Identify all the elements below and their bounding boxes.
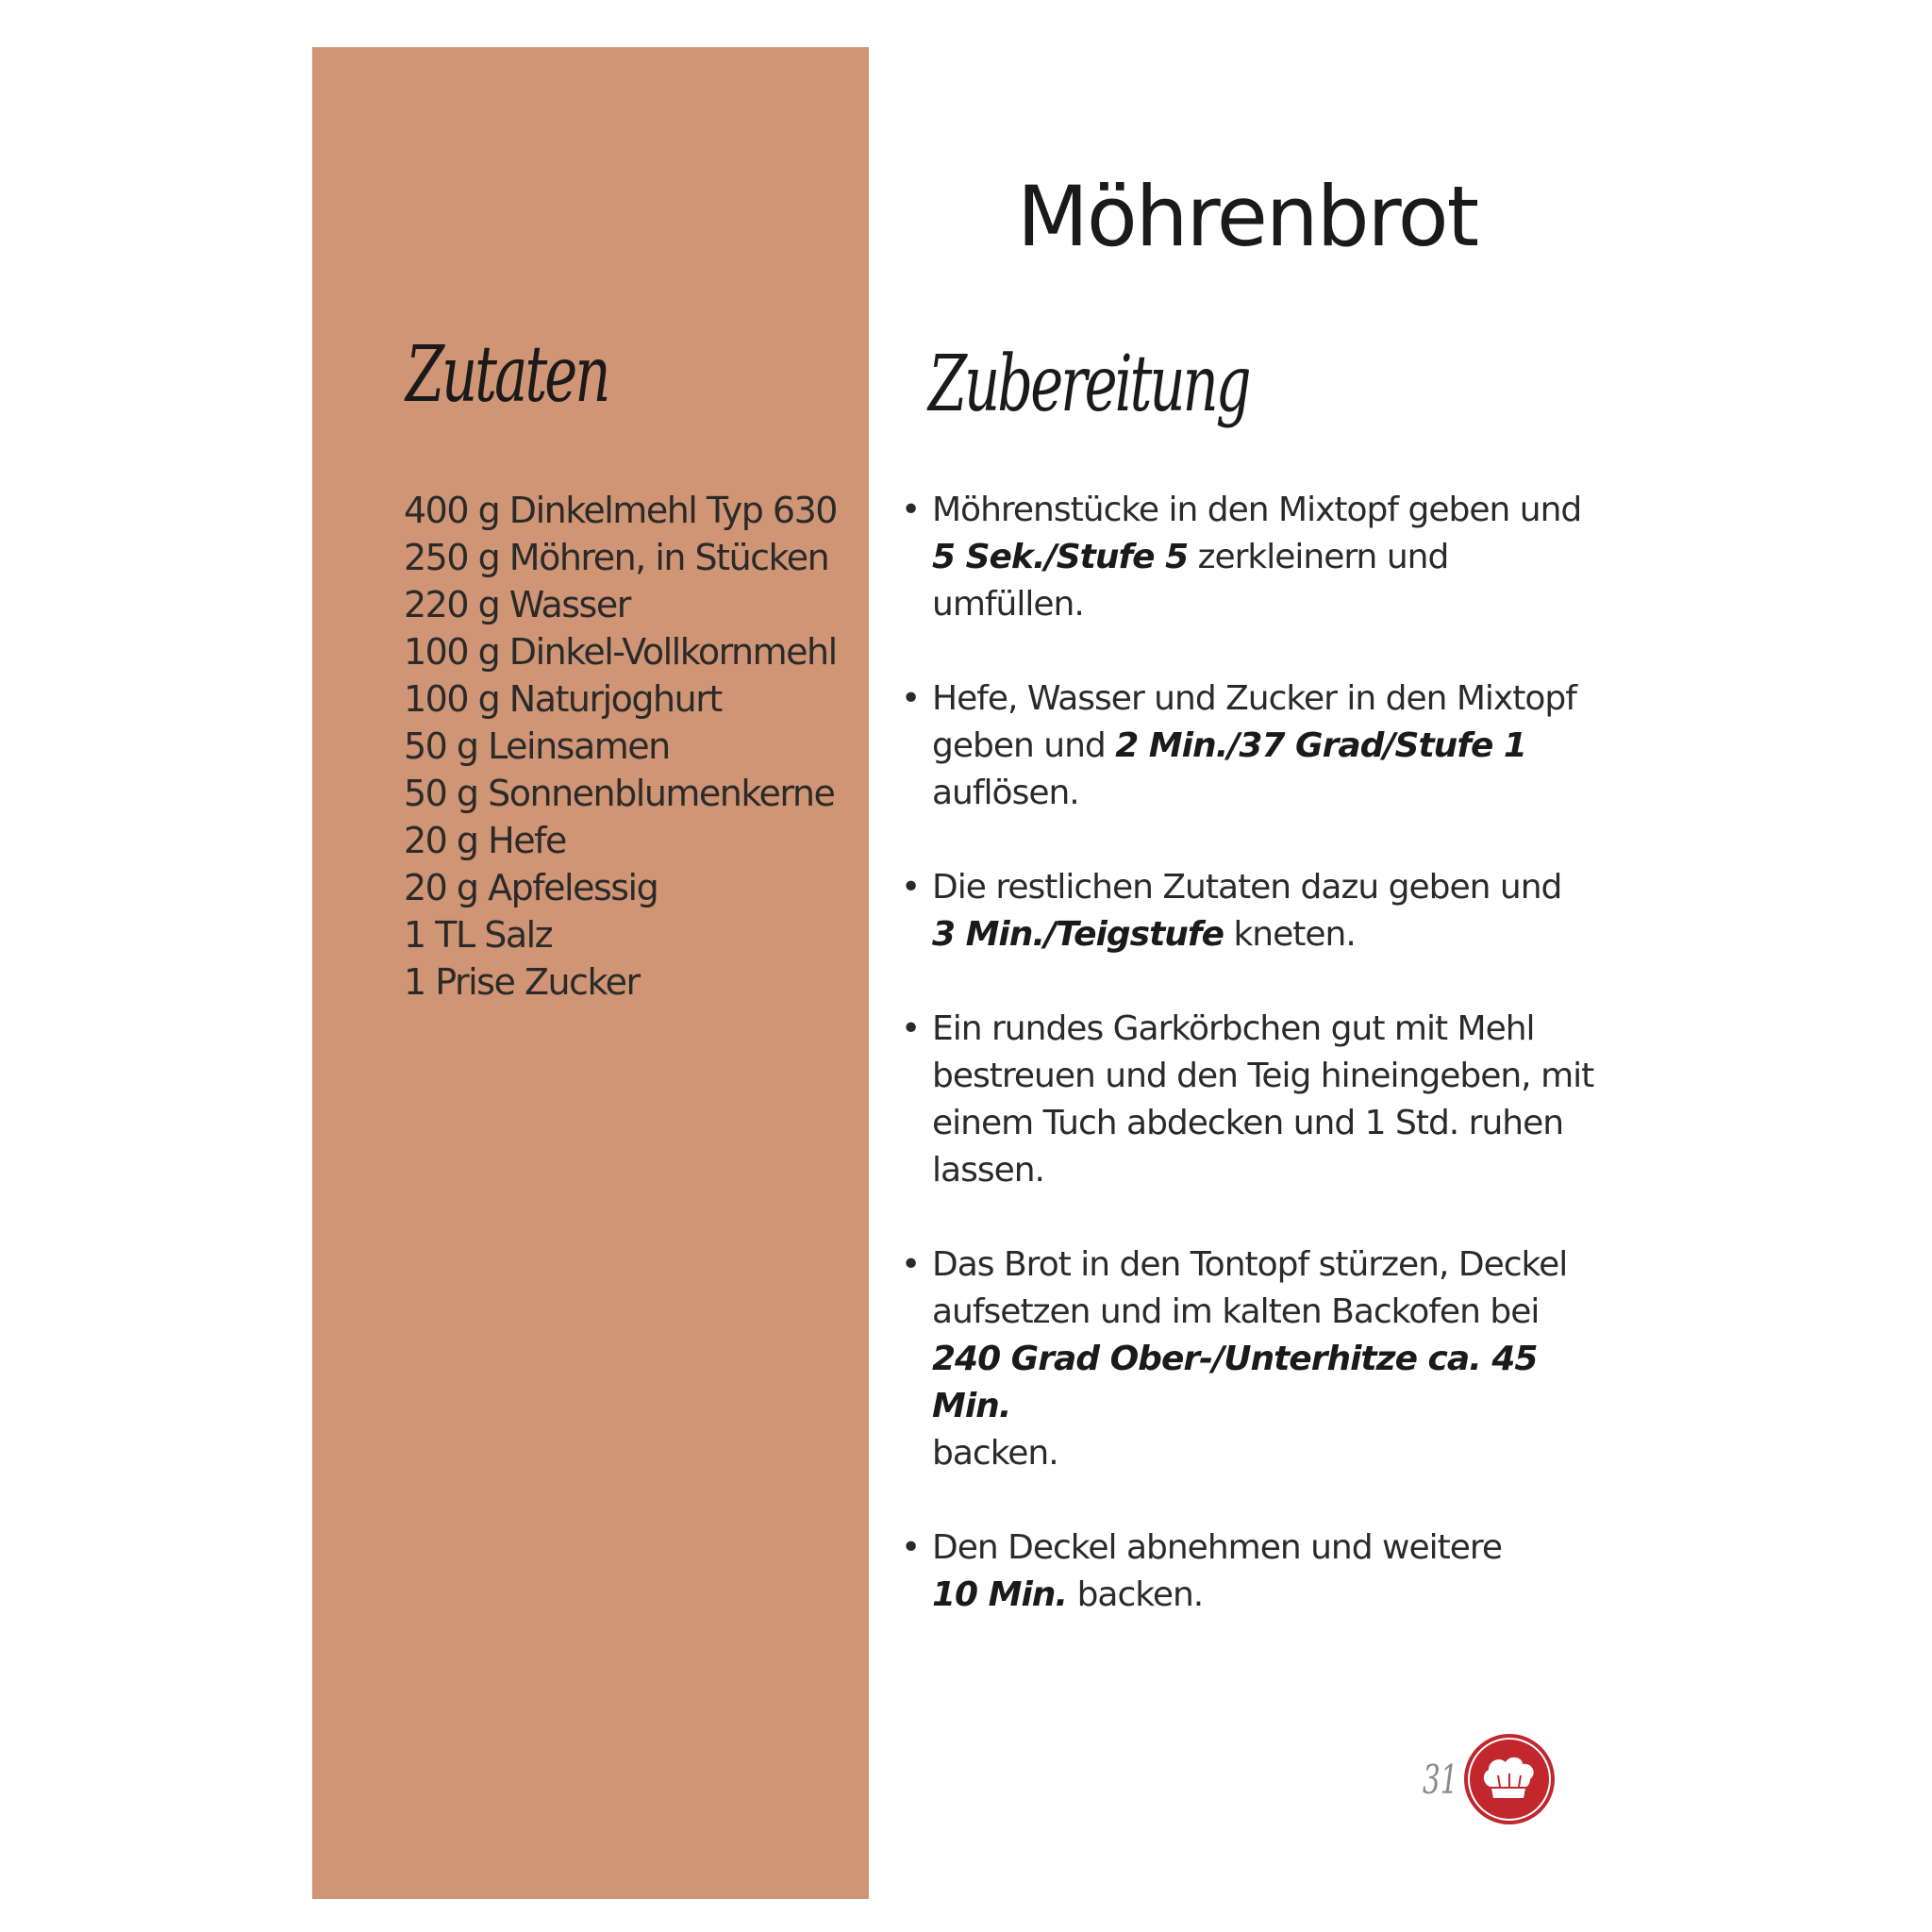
- step-text: Den Deckel abnehmen und weitere: [932, 1528, 1503, 1567]
- step-text: Die restlichen Zutaten dazu geben und: [932, 868, 1562, 907]
- step-bold-instruction: 3 Min./Teigstufe: [932, 915, 1224, 954]
- ingredient-item: 50 g Sonnenblumenkerne: [404, 773, 835, 814]
- step-text: Das Brot in den Tontopf stürzen, Deckel aufsetzen und im kalten Backofen bei: [932, 1245, 1568, 1331]
- ingredient-item: 50 g Leinsamen: [404, 725, 670, 767]
- preparation-step: [901, 487, 1599, 628]
- ingredient-item: 250 g Möhren, in Stücken: [404, 537, 829, 578]
- ingredient-item: 1 Prise Zucker: [404, 961, 640, 1003]
- step-text: backen.: [932, 1434, 1058, 1473]
- preparation-step: [901, 1524, 1599, 1619]
- step-bold-instruction: 240 Grad Ober-/Unterhitze ca. 45 Min.: [932, 1340, 1538, 1425]
- preparation-heading: Zubereitung: [928, 340, 1249, 429]
- ingredient-item: 20 g Hefe: [404, 820, 566, 861]
- bullet-icon: •: [901, 1009, 921, 1048]
- ingredients-heading: Zutaten: [406, 330, 608, 420]
- step-text: zerkleinern und umfüllen.: [932, 538, 1449, 624]
- step-bold-instruction: 5 Sek./Stufe 5: [932, 538, 1189, 576]
- step-text: auflösen.: [932, 774, 1079, 812]
- ingredient-item: 220 g Wasser: [404, 584, 630, 625]
- ingredient-item: 100 g Naturjoghurt: [404, 678, 722, 720]
- bullet-icon: •: [901, 679, 921, 718]
- bullet-icon: •: [901, 1245, 921, 1284]
- bullet-icon: •: [901, 1528, 921, 1567]
- bullet-icon: •: [901, 491, 921, 529]
- preparation-step: [901, 1006, 1599, 1194]
- step-text: kneten.: [1233, 915, 1356, 954]
- ingredient-item: 20 g Apfelessig: [404, 867, 658, 908]
- recipe-title: Möhrenbrot: [1017, 168, 1478, 265]
- bullet-icon: •: [901, 868, 921, 907]
- preparation-step: [901, 1241, 1599, 1477]
- step-text: Ein rundes Garkörbchen gut mit Mehl bestreuen und den Teig hineingeben, mit einem Tuch abdecken und 1 Std. ruhen lassen.: [932, 1009, 1594, 1190]
- ingredient-item: 400 g Dinkelmehl Typ 630: [404, 490, 837, 531]
- step-bold-instruction: 2 Min./37 Grad/Stufe 1: [1115, 726, 1526, 765]
- preparation-step: [901, 864, 1599, 958]
- ingredient-item: 1 TL Salz: [404, 914, 553, 956]
- step-text: backen.: [1076, 1575, 1204, 1614]
- preparation-step: [901, 675, 1599, 817]
- ingredient-item: 100 g Dinkel-Vollkornmehl: [404, 631, 837, 673]
- chef-hat-icon: [1462, 1732, 1557, 1826]
- step-bold-instruction: 10 Min.: [932, 1575, 1068, 1614]
- preparation-steps: [901, 487, 1599, 1666]
- page-number: 31: [1423, 1757, 1458, 1803]
- step-text: Hefe, Wasser und Zucker in den Mixtopf geben und: [932, 679, 1576, 765]
- ingredients-list: [404, 487, 837, 1006]
- step-text: Möhrenstücke in den Mixtopf geben und: [932, 491, 1582, 529]
